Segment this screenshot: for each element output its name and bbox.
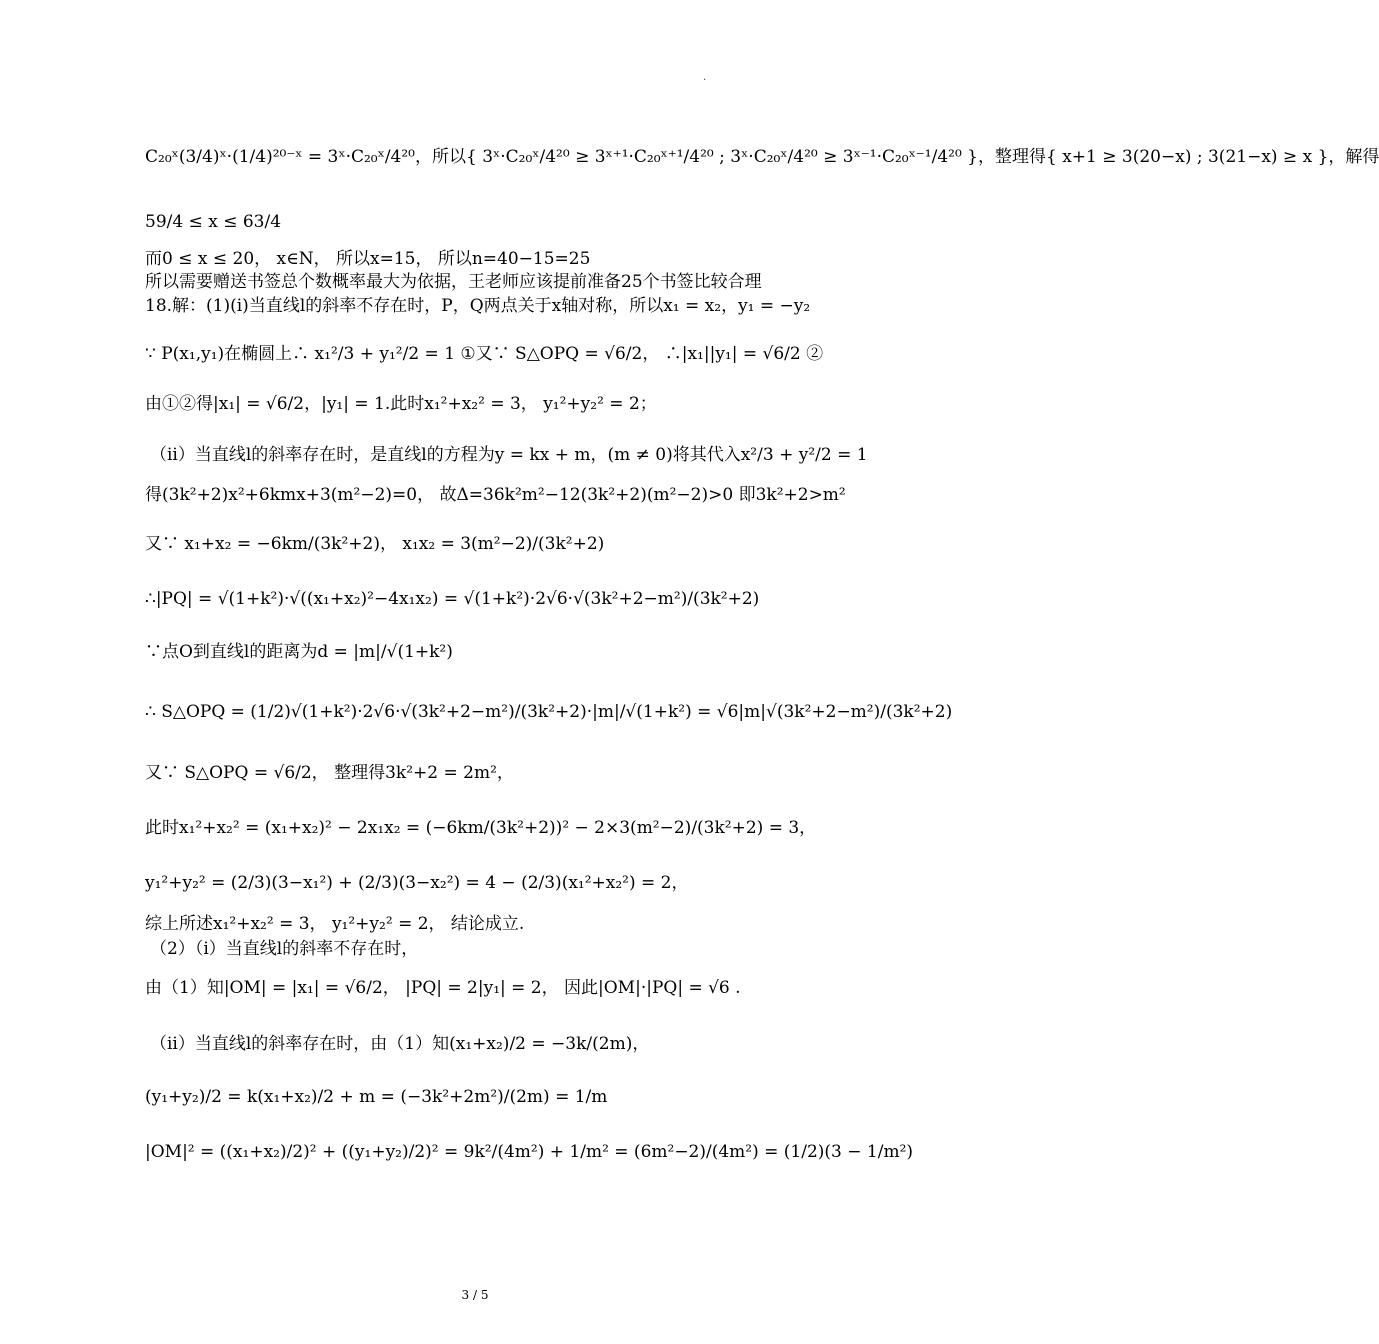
document-line-15: 此时x₁²+x₂² = (x₁+x₂)² − 2x₁x₂ = (−6km/(3k²+2))² − 2×3(m²−2)/(3k²+2) = 3， <box>145 818 817 838</box>
document-line-22: |OM|² = ((x₁+x₂)/2)² + ((y₁+y₂)/2)² = 9k²/(4m²) + 1/m² = (6m²−2)/(4m²) = (1/2)(3 − 1/m²) <box>145 1142 914 1162</box>
document-line-5: 18.解：(1)(i)当直线l的斜率不存在时，P，Q两点关于x轴对称，所以x₁ = x₂，y₁ = −y₂ <box>145 296 811 316</box>
document-line-9: 得(3k²+2)x²+6kmx+3(m²−2)=0， 故Δ=36k²m²−12(3k²+2)(m²−2)>0 即3k²+2>m² <box>145 485 846 505</box>
document-line-3: 而0 ≤ x ≤ 20， x∈N， 所以x=15， 所以n=40−15=25 <box>145 249 591 269</box>
document-line-6: ∵ P(x₁,y₁)在椭圆上∴ x₁²/3 + y₁²/2 = 1 ①又∵ S△OPQ = √6/2， ∴|x₁||y₁| = √6/2 ② <box>145 344 824 364</box>
corner-mark: . <box>703 72 707 83</box>
document-line-14: 又∵ S△OPQ = √6/2， 整理得3k²+2 = 2m²， <box>145 763 514 783</box>
document-line-13: ∴ S△OPQ = (1/2)√(1+k²)·2√6·√(3k²+2−m²)/(3k²+2)·|m|/√(1+k²) = √6|m|√(3k²+2−m²)/(3k²+2) <box>145 702 953 722</box>
document-line-8: （ii）当直线l的斜率存在时，是直线l的方程为y = kx + m，(m ≠ 0)将其代入x²/3 + y²/2 = 1 <box>150 445 868 465</box>
document-line-1: C₂₀ˣ(3/4)ˣ·(1/4)²⁰⁻ˣ = 3ˣ·C₂₀ˣ/4²⁰，所以{ 3ˣ·C₂₀ˣ/4²⁰ ≥ 3ˣ⁺¹·C₂₀ˣ⁺¹/4²⁰ ; 3ˣ·C₂₀ˣ/4²⁰ ≥ 3ˣ⁻¹·C₂₀ˣ⁻¹/4²⁰ }，整理得{ x+1 ≥ 3(20−x) ; 3(21−x) ≥ x }，解得 <box>145 147 1379 167</box>
document-line-12: ∵点O到直线l的距离为d = |m|/√(1+k²) <box>145 642 453 662</box>
page-number: 3 / 5 <box>461 1288 489 1302</box>
document-line-19: 由（1）知|OM| = |x₁| = √6/2， |PQ| = 2|y₁| = 2， 因此|OM|·|PQ| = √6 . <box>145 978 741 998</box>
document-line-17: 综上所述x₁²+x₂² = 3， y₁²+y₂² = 2， 结论成立. <box>145 914 525 934</box>
document-line-16: y₁²+y₂² = (2/3)(3−x₁²) + (2/3)(3−x₂²) = 4 − (2/3)(x₁²+x₂²) = 2， <box>145 873 689 893</box>
document-line-10: 又∵ x₁+x₂ = −6km/(3k²+2)， x₁x₂ = 3(m²−2)/(3k²+2) <box>145 534 605 554</box>
document-line-21: (y₁+y₂)/2 = k(x₁+x₂)/2 + m = (−3k²+2m²)/(2m) = 1/m <box>145 1087 608 1107</box>
document-line-18: （2）（i）当直线l的斜率不存在时， <box>150 939 419 959</box>
document-line-7: 由①②得|x₁| = √6/2，|y₁| = 1.此时x₁²+x₂² = 3， y₁²+y₂² = 2； <box>145 394 657 414</box>
document-line-20: （ii）当直线l的斜率存在时，由（1）知(x₁+x₂)/2 = −3k/(2m)， <box>150 1034 650 1054</box>
document-line-11: ∴|PQ| = √(1+k²)·√((x₁+x₂)²−4x₁x₂) = √(1+k²)·2√6·√(3k²+2−m²)/(3k²+2) <box>145 589 760 609</box>
document-line-2: 59/4 ≤ x ≤ 63/4 <box>145 212 282 232</box>
document-line-4: 所以需要赠送书签总个数概率最大为依据，王老师应该提前准备25个书签比较合理 <box>145 272 762 292</box>
